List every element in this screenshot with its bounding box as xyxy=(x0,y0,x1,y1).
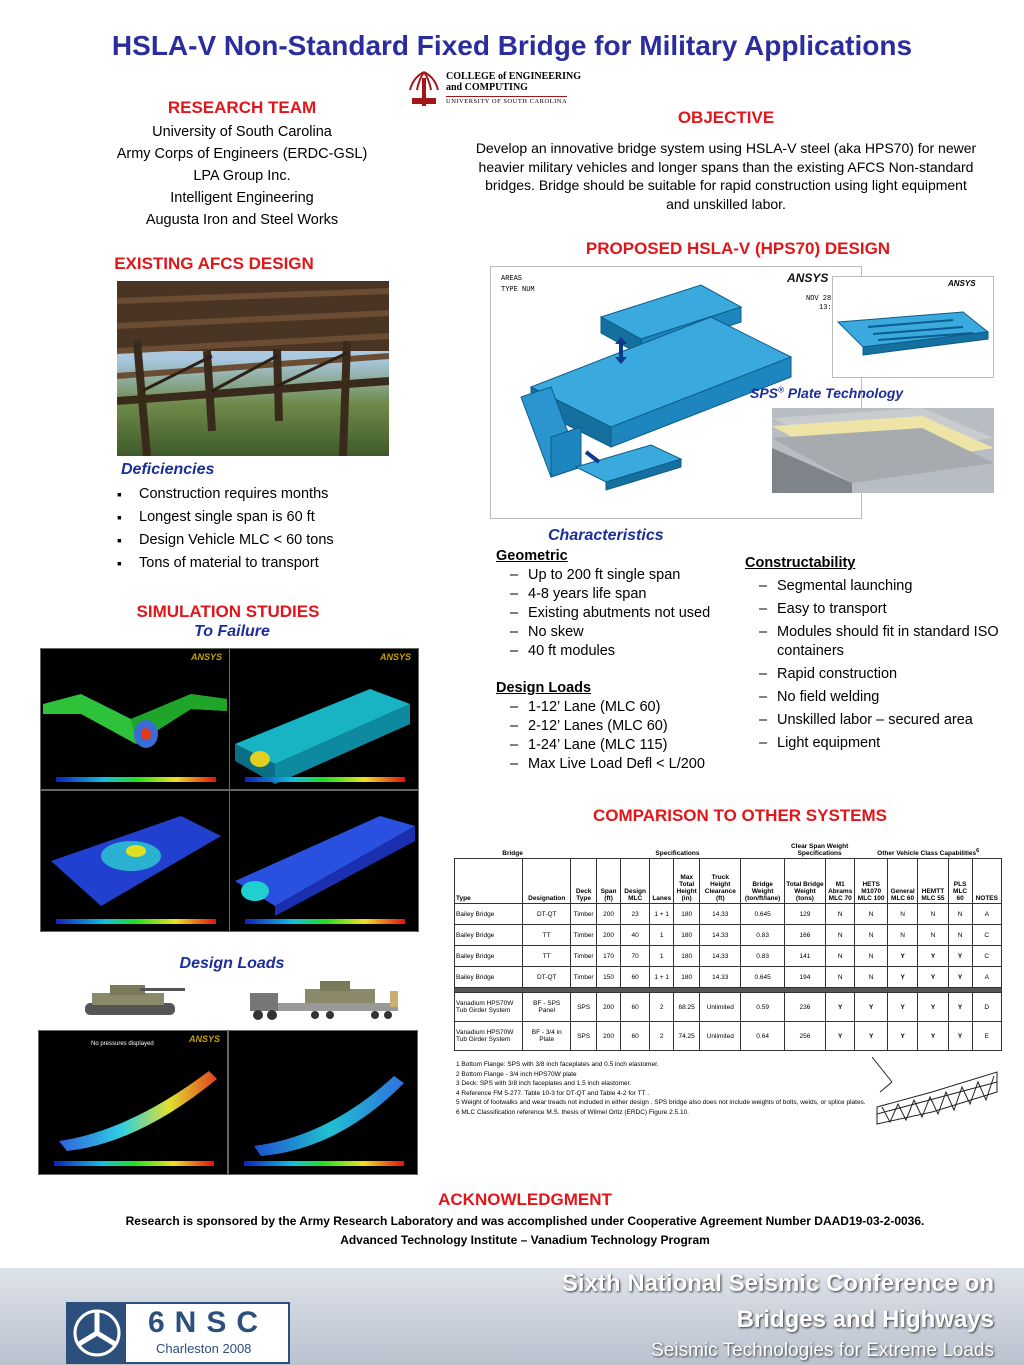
tank-icon xyxy=(85,985,185,1015)
table-cell: 60 xyxy=(620,1022,649,1051)
table-cell: N xyxy=(826,925,855,946)
table-cell: N xyxy=(887,904,917,925)
table-cell: Y xyxy=(826,993,855,1022)
table-group-header xyxy=(455,842,1002,859)
college-logo xyxy=(404,68,588,108)
list-item: – Rapid construction xyxy=(745,665,1007,684)
table-cell: Y xyxy=(948,946,972,967)
group-other-label: Other Vehicle Class Capabilities xyxy=(877,850,977,857)
table-row xyxy=(455,925,1002,946)
design-loads-subheading: Design Loads xyxy=(496,680,592,696)
table-cell: N xyxy=(826,967,855,988)
table-cell: 14.33 xyxy=(700,925,741,946)
list-item: ▪ Design Vehicle MLC < 60 tons xyxy=(117,529,397,552)
table-cell: TT xyxy=(523,925,571,946)
list-item: – 4-8 years life span xyxy=(496,585,746,604)
table-cell: 256 xyxy=(784,1022,825,1051)
table-cell: 2 xyxy=(650,1022,674,1051)
table-cell: Y xyxy=(948,967,972,988)
list-item: – Easy to transport xyxy=(745,600,1007,619)
footnote: 6 MLC Classification reference M.S. thesis of Wilmel Ortiz (ERDC) Figure 2.5.10. xyxy=(456,1108,689,1116)
table-cell: Y xyxy=(948,993,972,1022)
table-cell: 0.645 xyxy=(741,967,784,988)
table-cell: 129 xyxy=(784,904,825,925)
column-header: M1 Abrams MLC 70 xyxy=(826,859,855,904)
table-cell: E xyxy=(972,1022,1001,1051)
table-cell: 200 xyxy=(597,1022,621,1051)
table-cell: 0.59 xyxy=(741,993,784,1022)
model-label-areas: AREAS xyxy=(501,275,523,283)
proposed-design-heading: PROPOSED HSLA-V (HPS70) DESIGN xyxy=(585,239,891,258)
table-cell: Y xyxy=(948,1022,972,1051)
objective-heading: OBJECTIVE xyxy=(677,108,775,127)
table-cell: Y xyxy=(918,967,948,988)
group-other xyxy=(855,842,1002,859)
research-team-list xyxy=(82,121,402,231)
vehicle-images xyxy=(80,975,410,1025)
list-item: – No field welding xyxy=(745,688,1007,707)
table-cell: 180 xyxy=(674,904,700,925)
geometric-heading: Geometric xyxy=(496,548,568,564)
table-cell: 14.33 xyxy=(700,904,741,925)
ansys-logo-small: ANSYS xyxy=(948,279,976,288)
table-cell: Y xyxy=(826,1022,855,1051)
model-label-type: TYPE NUM xyxy=(501,286,535,294)
acknowledgment-line-1: Research is sponsored by the Army Research Laboratory and was accomplished under Cooperative Agreement Number DAAD19-03-2-0036. xyxy=(125,1214,925,1228)
table-cell: 166 xyxy=(784,925,825,946)
team-member: LPA Group Inc. xyxy=(193,168,291,184)
table-cell: A xyxy=(972,904,1001,925)
table-cell: 180 xyxy=(674,967,700,988)
list-item: – Max Live Load Defl < L/200 xyxy=(496,755,746,774)
table-cell: 200 xyxy=(597,925,621,946)
table-cell: BF - 3/4 in Plate xyxy=(523,1022,571,1051)
design-loads-heading: Design Loads xyxy=(179,955,285,972)
list-item: – Existing abutments not used xyxy=(496,604,746,623)
table-row xyxy=(455,1022,1002,1051)
table-cell: N xyxy=(948,904,972,925)
table-cell: A xyxy=(972,967,1001,988)
logo-line-3: UNIVERSITY OF SOUTH CAROLINA xyxy=(446,98,568,105)
group-clear-span xyxy=(784,842,855,859)
table-cell: DT-QT xyxy=(523,904,571,925)
table-cell: N xyxy=(855,967,888,988)
conference-footer xyxy=(0,1268,1024,1365)
table-cell: Timber xyxy=(571,967,597,988)
bridge-photo xyxy=(117,281,389,456)
design-load-simulation-2 xyxy=(228,1030,418,1175)
table-cell: 141 xyxy=(784,946,825,967)
model-time: 13: xyxy=(819,304,832,312)
table-row xyxy=(455,993,1002,1022)
column-header: Type xyxy=(455,859,523,904)
table-cell: 0.83 xyxy=(741,925,784,946)
constructability-heading: Constructability xyxy=(745,555,856,571)
6nsc-logo xyxy=(66,1302,290,1364)
ansys-logo: ANSYS xyxy=(191,652,223,662)
table-cell: 14.33 xyxy=(700,946,741,967)
palmetto-icon xyxy=(404,68,444,108)
group-bridge: Bridge xyxy=(502,850,523,857)
table-cell: SPS xyxy=(571,1022,597,1051)
table-cell: N xyxy=(948,925,972,946)
table-cell: 180 xyxy=(674,946,700,967)
table-cell: Y xyxy=(887,967,917,988)
ansys-logo: ANSYS xyxy=(380,652,412,662)
transporter-icon xyxy=(250,981,398,1020)
column-header: Deck Type xyxy=(571,859,597,904)
table-cell: Y xyxy=(918,993,948,1022)
simulation-heading: SIMULATION STUDIES xyxy=(136,602,320,621)
group-clear-1: Clear Span Weight xyxy=(790,843,849,850)
acknowledgment-heading: ACKNOWLEDGMENT xyxy=(438,1190,612,1209)
list-item: – 40 ft modules xyxy=(496,642,746,661)
logo-line-2: and COMPUTING xyxy=(446,82,528,93)
column-header: HETS M1070 MLC 100 xyxy=(855,859,888,904)
table-cell: 200 xyxy=(597,993,621,1022)
column-header: General MLC 60 xyxy=(887,859,917,904)
existing-design-heading: EXISTING AFCS DESIGN xyxy=(114,254,314,273)
table-cell: 180 xyxy=(674,925,700,946)
table-cell: 0.645 xyxy=(741,904,784,925)
table-row xyxy=(455,967,1002,988)
table-cell: BF - SPS Panel xyxy=(523,993,571,1022)
table-cell: Unlimited xyxy=(700,1022,741,1051)
ansys-logo: ANSYS xyxy=(189,1034,221,1044)
table-cell: Timber xyxy=(571,904,597,925)
ansys-logo: ANSYS xyxy=(787,271,829,285)
table-cell: Vanadium HPS70W Tub Girder System xyxy=(455,993,523,1022)
table-column-header xyxy=(455,859,1002,904)
column-header: Bridge Weight (ton/ft/lane) xyxy=(741,859,784,904)
registered-mark: ® xyxy=(778,385,784,395)
sps-label: SPS xyxy=(750,385,779,401)
list-item: – Segmental launching xyxy=(745,577,1007,596)
list-item: ▪ Construction requires months xyxy=(117,483,397,506)
table-cell: 1 xyxy=(650,946,674,967)
list-item: – 2-12’ Lanes (MLC 60) xyxy=(496,717,746,736)
research-team-heading: RESEARCH TEAM xyxy=(167,98,317,117)
table-cell: Bailey Bridge xyxy=(455,904,523,925)
team-member: University of South Carolina xyxy=(152,124,332,140)
sps-rest: Plate Technology xyxy=(783,385,904,401)
sps-plate-image xyxy=(772,408,994,493)
simulation-image-1 xyxy=(40,648,230,790)
deficiencies-list xyxy=(117,483,397,575)
column-header: Max Total Height (in) xyxy=(674,859,700,904)
list-item: – No skew xyxy=(496,623,746,642)
team-member: Augusta Iron and Steel Works xyxy=(145,212,339,228)
table-cell: 170 xyxy=(597,946,621,967)
table-row xyxy=(455,946,1002,967)
table-cell: N xyxy=(855,925,888,946)
table-cell: SPS xyxy=(571,993,597,1022)
table-cell: Bailey Bridge xyxy=(455,946,523,967)
table-cell: Y xyxy=(887,993,917,1022)
list-item: – 1-12’ Lane (MLC 60) xyxy=(496,698,746,717)
table-cell: 68.25 xyxy=(674,993,700,1022)
table-cell: 194 xyxy=(784,967,825,988)
table-cell: 236 xyxy=(784,993,825,1022)
comparison-heading: COMPARISON TO OTHER SYSTEMS xyxy=(592,806,888,825)
table-cell: Timber xyxy=(571,946,597,967)
table-cell: 23 xyxy=(620,904,649,925)
simulation-subheading: To Failure xyxy=(194,623,270,640)
poster-title: HSLA-V Non-Standard Fixed Bridge for Military Applications xyxy=(111,30,913,61)
footnote-mark: 6 xyxy=(976,847,980,854)
team-member: Intelligent Engineering xyxy=(170,190,314,206)
table-cell: C xyxy=(972,925,1001,946)
list-item: – Modules should fit in standard ISO containers xyxy=(745,623,1007,661)
group-clear-2: Specifications xyxy=(797,850,842,857)
table-cell: 200 xyxy=(597,904,621,925)
table-cell: N xyxy=(855,946,888,967)
table-cell: D xyxy=(972,993,1001,1022)
list-item: – Unskilled labor – secured area xyxy=(745,711,1007,730)
table-cell: 1 xyxy=(650,925,674,946)
table-cell: N xyxy=(826,946,855,967)
table-footnotes xyxy=(456,1060,876,1117)
table-cell: Y xyxy=(918,1022,948,1051)
table-cell: 70 xyxy=(620,946,649,967)
column-header: Span (ft) xyxy=(597,859,621,904)
design-loads-list xyxy=(496,698,746,774)
bailey-bridge-sketch xyxy=(872,1052,1002,1127)
simulation-image-4 xyxy=(229,790,419,932)
list-item: – Up to 200 ft single span xyxy=(496,566,746,585)
footnote: 1 Bottom Flange: SPS with 3/8 inch faceplates and 0.5 inch elastomer. xyxy=(456,1061,659,1068)
sps-caption xyxy=(750,385,903,401)
table-cell: Y xyxy=(887,1022,917,1051)
table-cell: 1 + 1 xyxy=(650,967,674,988)
table-cell: DT-QT xyxy=(523,967,571,988)
table-cell: Unlimited xyxy=(700,993,741,1022)
table-cell: N xyxy=(887,925,917,946)
table-cell: N xyxy=(826,904,855,925)
geometric-list xyxy=(496,566,746,661)
table-cell: N xyxy=(918,904,948,925)
triskelion-icon xyxy=(68,1304,126,1362)
no-pressures-label: No pressures displayed xyxy=(91,1041,154,1047)
column-header: Total Bridge Weight (tons) xyxy=(784,859,825,904)
footer-line-1: Sixth National Seismic Conference on xyxy=(561,1270,994,1297)
table-cell: 40 xyxy=(620,925,649,946)
table-row xyxy=(455,904,1002,925)
table-cell: N xyxy=(918,925,948,946)
footnote: 3 Deck: SPS with 3/8 inch faceplates and 1.5 inch elastomer. xyxy=(456,1080,632,1087)
simulation-image-3 xyxy=(40,790,230,932)
logo-line-1: COLLEGE of ENGINEERING xyxy=(446,71,582,82)
table-cell: Y xyxy=(887,946,917,967)
table-cell: Y xyxy=(918,946,948,967)
group-specifications: Specifications xyxy=(655,850,700,857)
acknowledgment-line-2: Advanced Technology Institute – Vanadium Technology Program xyxy=(340,1233,710,1247)
table-cell: 60 xyxy=(620,993,649,1022)
table-cell: Bailey Bridge xyxy=(455,925,523,946)
constructability-list xyxy=(745,577,1007,753)
table-cell: Y xyxy=(855,993,888,1022)
list-item: ▪ Longest single span is 60 ft xyxy=(117,506,397,529)
table-cell: 0.83 xyxy=(741,946,784,967)
footnote: 5 Weight of footwalks and wear treads not included in either design . SPS bridge also does not include weights of bolts, welds, or splice plates. xyxy=(456,1099,866,1106)
column-header: Design MLC xyxy=(620,859,649,904)
table-cell: 60 xyxy=(620,967,649,988)
footer-line-2: Bridges and Highways xyxy=(736,1306,994,1333)
table-cell: 74.25 xyxy=(674,1022,700,1051)
simulation-image-2 xyxy=(229,648,419,790)
comparison-table xyxy=(454,842,1002,1051)
design-load-simulation-1 xyxy=(38,1030,228,1175)
deficiencies-heading: Deficiencies xyxy=(121,461,215,478)
model-date: NOV 28 xyxy=(806,295,832,303)
model-thumbnail xyxy=(832,276,994,378)
table-cell: Vanadium HPS70W Tub Girder System xyxy=(455,1022,523,1051)
column-header: Designation xyxy=(523,859,571,904)
list-item: – Light equipment xyxy=(745,734,1007,753)
column-header: HEMTT MLC 55 xyxy=(918,859,948,904)
column-header: NOTES xyxy=(972,859,1001,904)
6nsc-logo-sub: Charleston 2008 xyxy=(156,1341,252,1356)
table-cell: 1 + 1 xyxy=(650,904,674,925)
table-cell: Timber xyxy=(571,925,597,946)
list-item: – 1-24’ Lane (MLC 115) xyxy=(496,736,746,755)
footnote: 4 Reference FM 5-277. Table 10-3 for DT-QT and Table 4-2 for TT . xyxy=(456,1089,650,1097)
table-cell: Y xyxy=(855,1022,888,1051)
table-cell: N xyxy=(855,904,888,925)
column-header: Lanes xyxy=(650,859,674,904)
footer-line-3: Seismic Technologies for Extreme Loads xyxy=(651,1340,994,1361)
table-cell: Bailey Bridge xyxy=(455,967,523,988)
characteristics-heading: Characteristics xyxy=(548,527,664,544)
list-item: ▪ Tons of material to transport xyxy=(117,552,397,575)
table-cell: TT xyxy=(523,946,571,967)
table-cell: 0.64 xyxy=(741,1022,784,1051)
objective-text: Develop an innovative bridge system using HSLA-V steel (aka HPS70) for newer heavier military vehicles and longer spans than the existing AFCS Non-standard bridges. Bridge should be suitable for rapid construction using light equipment and unskilled labor. xyxy=(475,140,977,212)
column-header: PLS MLC 60 xyxy=(948,859,972,904)
team-member: Army Corps of Engineers (ERDC-GSL) xyxy=(116,146,368,162)
6nsc-logo-text: 6NSC xyxy=(148,1306,269,1339)
table-cell: 150 xyxy=(597,967,621,988)
table-cell: 14.33 xyxy=(700,967,741,988)
column-header: Truck Height Clearance (ft) xyxy=(700,859,741,904)
table-cell: 2 xyxy=(650,993,674,1022)
footnote: 2 Bottom Flange - 3/4 inch HPS70W plate xyxy=(456,1070,577,1078)
table-cell: C xyxy=(972,946,1001,967)
